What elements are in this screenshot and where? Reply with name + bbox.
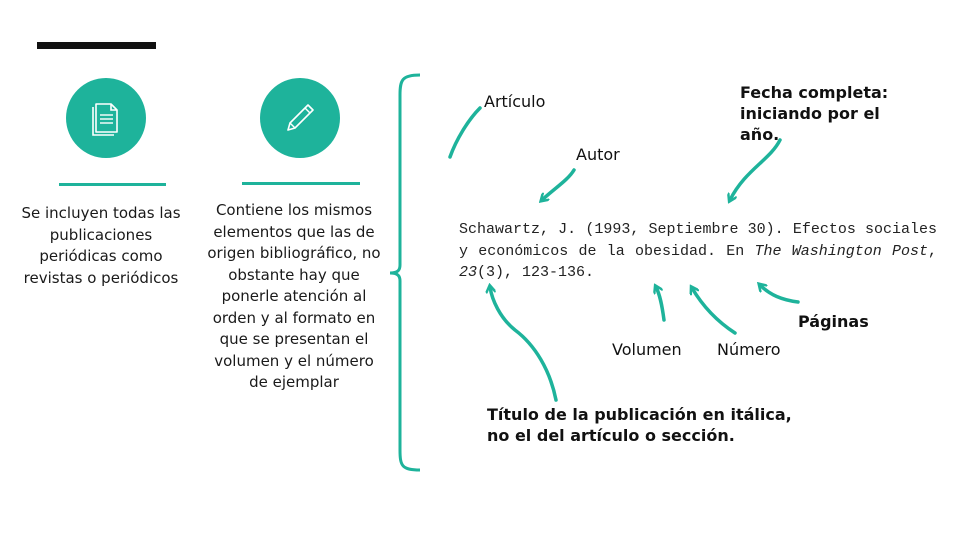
reference-example: [459, 219, 937, 284]
label-articulo: Artículo: [484, 92, 546, 111]
title-bar-decoration: [37, 42, 156, 49]
reference-issue-pages: (3), 123-136.: [477, 264, 595, 281]
reference-main: Schawartz, J. (1993, Septiembre 30). Efectos sociales y económicos de la obesidad. En: [459, 221, 937, 260]
document-icon-circle: [66, 78, 146, 158]
label-numero: Número: [717, 340, 781, 359]
arrow-articulo: [450, 108, 480, 157]
label-autor: Autor: [576, 145, 620, 164]
document-icon: [86, 98, 126, 138]
arrow-titulo: [490, 287, 556, 400]
pencil-icon: [280, 98, 320, 138]
arrow-fecha: [730, 140, 780, 200]
arrow-paginas: [760, 285, 798, 302]
reference-volume: 23: [459, 264, 478, 281]
reference-publication: The Washington Post: [754, 242, 928, 260]
label-titulo-publicacion: Título de la publicación en itálica, no el del artículo o sección.: [487, 405, 792, 445]
reference-separator: ,: [928, 242, 938, 260]
arrow-numero: [692, 288, 735, 333]
pencil-icon-circle: [260, 78, 340, 158]
arrow-autor: [542, 170, 574, 200]
label-volumen: Volumen: [612, 340, 682, 359]
arrow-volumen: [656, 287, 664, 320]
label-fecha-completa: Fecha completa: iniciando por el año.: [740, 83, 889, 144]
bracket-shape: [380, 70, 440, 475]
left-column-divider: [59, 183, 166, 186]
middle-column-text: Contiene los mismos elementos que las de origen bibliográfico, no obstante hay que ponerle atención al orden y al formato en que se presentan el volumen y el número de ejemplar: [207, 201, 381, 391]
left-column-text: Se incluyen todas las publicaciones periódicas como revistas o periódicos: [21, 204, 181, 287]
label-paginas: Páginas: [798, 312, 869, 331]
middle-column-divider: [242, 182, 360, 185]
